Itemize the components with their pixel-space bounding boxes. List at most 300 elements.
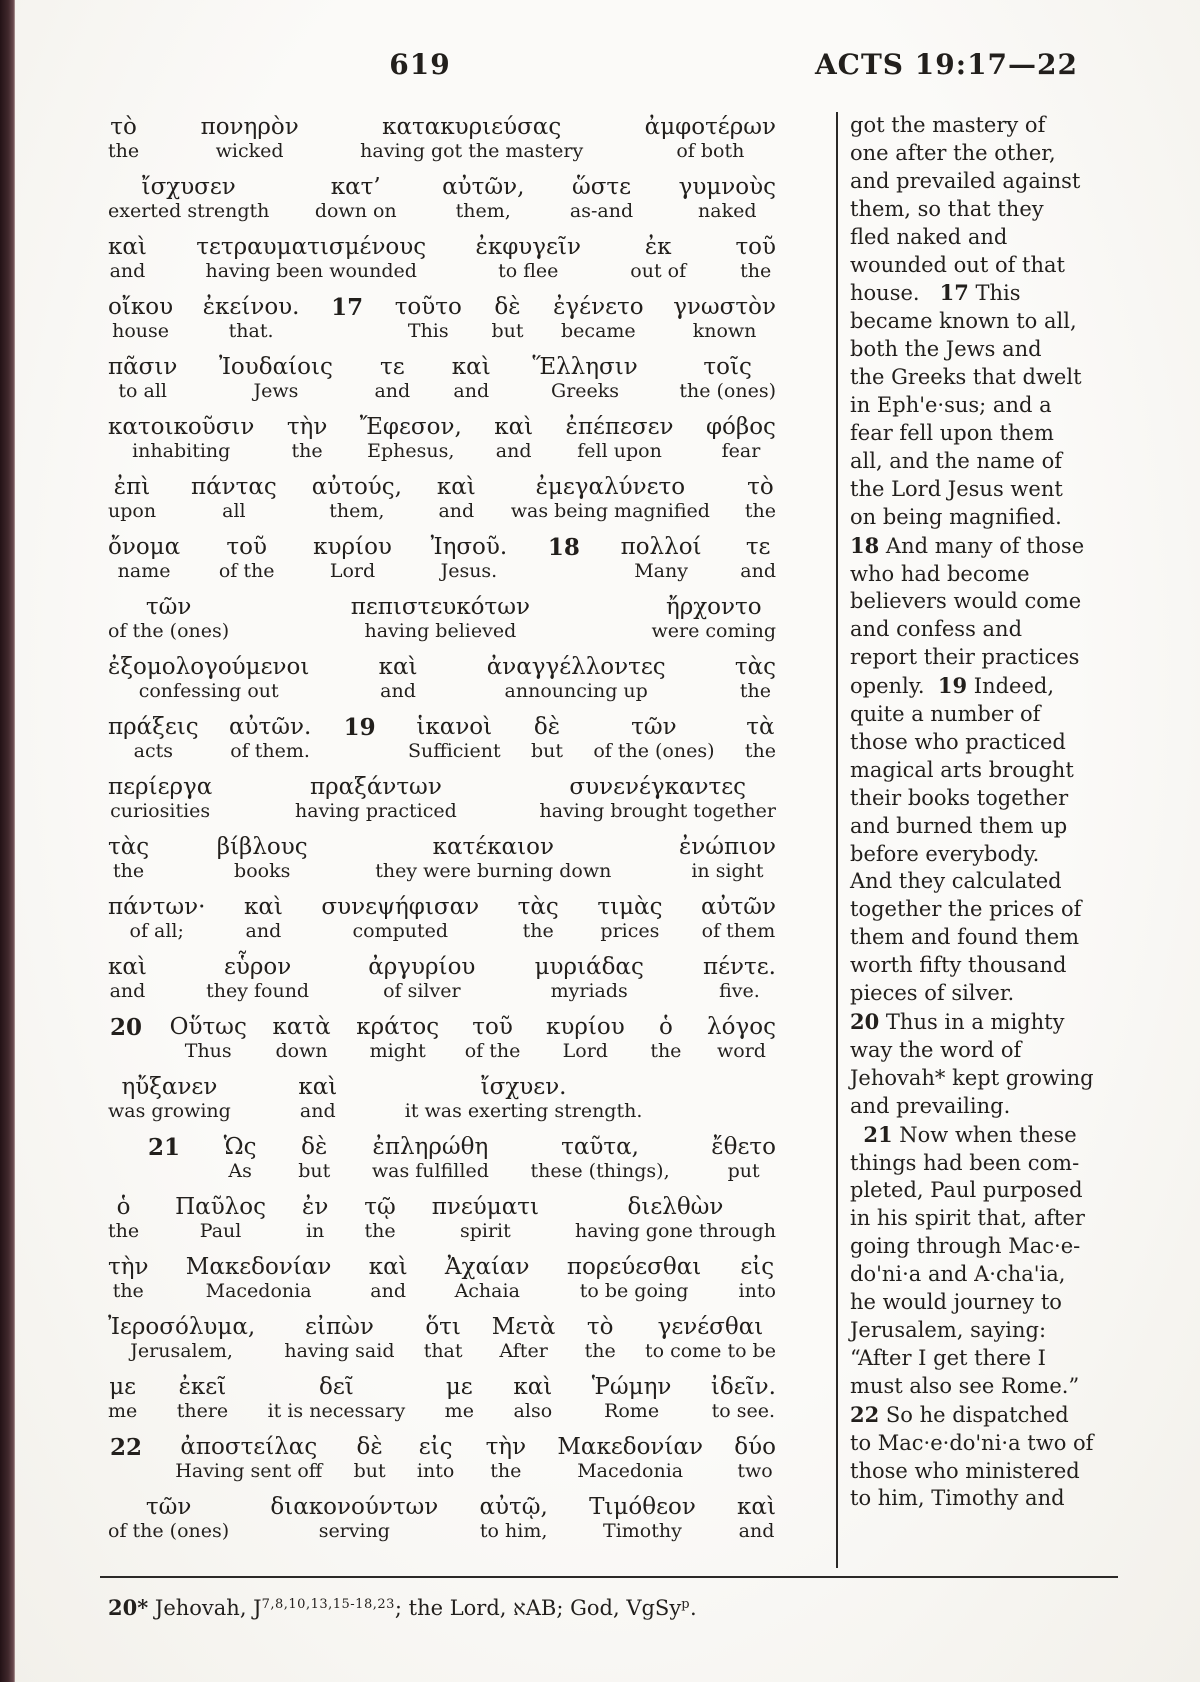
greek-word: ἐκ [644, 234, 672, 260]
interlinear-word [734, 1434, 776, 1482]
interlinear-word [491, 294, 523, 342]
english-gloss: Sufficient [407, 740, 501, 762]
translation-line: both the Jews and [850, 337, 1042, 362]
interlinear-word [535, 954, 644, 1002]
interlinear-word [630, 234, 686, 282]
greek-word: κατέκαιον [432, 834, 554, 860]
interlinear-row [108, 834, 776, 882]
interlinear-word [557, 1434, 703, 1482]
translation-line: to him, Timothy and [850, 1486, 1065, 1511]
greek-word: τὰς [517, 894, 559, 920]
interlinear-word [360, 114, 583, 162]
interlinear-word [445, 1254, 530, 1302]
english-gloss: the [113, 860, 145, 882]
greek-word: ἰδεῖν. [710, 1374, 776, 1400]
column-divider [836, 112, 838, 1568]
interlinear-word [108, 1074, 231, 1122]
translation-line: in his spirit that, after [850, 1206, 1085, 1231]
greek-word: τε [380, 354, 405, 380]
greek-word: ηὔξανεν [121, 1074, 218, 1100]
english-gloss: upon [108, 500, 157, 522]
interlinear-row [108, 1074, 642, 1122]
english-gloss: two [737, 1460, 773, 1482]
interlinear-word [735, 654, 776, 702]
english-gloss: and [495, 440, 532, 462]
interlinear-word [566, 414, 674, 462]
greek-word: πέντε. [702, 954, 776, 980]
greek-word: Ἕλλησιν [532, 354, 638, 380]
greek-word: πορεύεσθαι [566, 1254, 702, 1280]
interlinear-word [480, 1494, 548, 1542]
interlinear-word [268, 1374, 406, 1422]
greek-word: Ἀχαίαν [444, 1254, 530, 1280]
english-gloss: of the [218, 560, 275, 582]
translation-line: going through Mac·e- [850, 1234, 1081, 1259]
english-gloss: to him, [479, 1520, 548, 1542]
greek-word: περίεργα [108, 774, 213, 800]
greek-word: δύο [734, 1434, 776, 1460]
greek-word: ἐγένετο [553, 294, 644, 320]
translation-line: on being magnified. [850, 504, 1062, 529]
greek-word: ἐν [301, 1194, 329, 1220]
greek-word: καὶ [108, 954, 147, 980]
english-gloss: Rome [604, 1400, 660, 1422]
interlinear-word [108, 1374, 137, 1422]
english-gloss: the [108, 1220, 140, 1242]
english-gloss: confessing out [138, 680, 279, 702]
interlinear-word [108, 1194, 139, 1242]
translation-line: 18 And many of those [850, 532, 1085, 558]
greek-word: κατὰ [272, 1014, 331, 1040]
interlinear-word [108, 414, 254, 462]
greek-word: διακονούντων [270, 1494, 439, 1520]
greek-word: με [109, 1374, 137, 1400]
interlinear-word [645, 114, 776, 162]
english-gloss: me [108, 1400, 138, 1422]
english-gloss: put [727, 1160, 760, 1182]
greek-word: καὶ [368, 1254, 408, 1280]
english-gloss: naked [698, 200, 757, 222]
greek-word: ὁ [116, 1194, 131, 1220]
english-gloss: that. [228, 320, 274, 342]
verse-number: 19 [343, 714, 376, 741]
interlinear-word [315, 174, 397, 222]
english-gloss: known [692, 320, 757, 342]
interlinear-word [431, 534, 508, 582]
english-gloss: Lord [329, 560, 376, 582]
greek-word: ἀμφοτέρων [644, 114, 776, 140]
english-gloss: of all; [129, 920, 184, 942]
english-gloss: Lord [562, 1040, 608, 1062]
translation-line: 21 Now when these [863, 1121, 1077, 1147]
english-gloss: were coming [651, 620, 776, 642]
interlinear-word [511, 474, 710, 522]
greek-word: κράτος [356, 1014, 440, 1040]
passage-reference: ACTS 19:17—22 [814, 48, 1078, 81]
translation-line: openly. 19 Indeed, [850, 673, 1055, 699]
translation-line: wounded out of that [850, 252, 1065, 277]
translation-line: to Mac·e·do'ni·a two of [850, 1430, 1094, 1455]
english-gloss: Achaia [454, 1280, 520, 1302]
greek-word: ἤρχοντο [665, 594, 762, 620]
translation-line: those who practiced [850, 729, 1066, 754]
translation-line: worth fifty thousand [850, 953, 1067, 978]
interlinear-word [487, 654, 666, 702]
greek-word: καὶ [378, 654, 418, 680]
footnote-rule [100, 1576, 1118, 1578]
translation-line: he would journey to [850, 1290, 1062, 1315]
translation-line: and prevailed against [850, 168, 1081, 193]
greek-word: τῶν [145, 594, 192, 620]
english-gloss: of the (ones) [593, 740, 715, 762]
greek-word: οἴκου [108, 294, 174, 320]
english-gloss: prices [600, 920, 660, 942]
interlinear-word [589, 1494, 696, 1542]
greek-word: κυρίου [545, 1014, 625, 1040]
interlinear-word [354, 1434, 386, 1482]
interlinear-word [284, 1314, 394, 1362]
translation-line: one after the other, [850, 140, 1056, 165]
english-gloss: Jesus. [440, 560, 498, 582]
interlinear-word [650, 1014, 681, 1062]
interlinear-word [108, 354, 177, 402]
english-gloss: Greeks [551, 380, 620, 402]
greek-word: ἐπληρώθη [372, 1134, 489, 1160]
english-gloss: Macedonia [205, 1280, 312, 1302]
interlinear-word [437, 474, 476, 522]
english-gloss: them, [455, 200, 511, 222]
interlinear-word [219, 354, 333, 402]
greek-word: ἐνώπιον [678, 834, 776, 860]
greek-word: τε [745, 534, 771, 560]
english-gloss: all [222, 500, 246, 522]
interlinear-word [312, 474, 402, 522]
english-gloss: to flee [498, 260, 559, 282]
greek-word: τοῦτο [394, 294, 462, 320]
page-number: 619 [389, 48, 451, 81]
interlinear-word [108, 114, 139, 162]
greek-word: τὰς [734, 654, 776, 680]
translation-line: And they calculated [850, 869, 1062, 894]
verse-number: 17 [331, 294, 364, 321]
translation-line: Jehovah* kept growing [850, 1065, 1094, 1090]
interlinear-word [272, 1014, 330, 1062]
greek-word: Οὕτως [169, 1014, 247, 1040]
interlinear-word [229, 714, 311, 762]
interlinear-word [593, 714, 714, 762]
greek-word: πεπιστευκότων [350, 594, 530, 620]
english-gloss: but [491, 320, 524, 342]
english-gloss: the (ones) [679, 380, 776, 402]
greek-word: ἱκανοὶ [416, 714, 493, 740]
greek-word: πνεύματι [431, 1194, 539, 1220]
greek-word: μυριάδας [534, 954, 644, 980]
interlinear-row [108, 1494, 776, 1542]
greek-word: αὐτῶν. [228, 714, 312, 740]
interlinear-word [701, 894, 776, 942]
interlinear-word [513, 1374, 552, 1422]
greek-word: καὶ [243, 894, 283, 920]
interlinear-row [108, 1314, 776, 1362]
greek-word: τοῦ [735, 234, 776, 260]
translation-line: fear fell upon them [850, 420, 1054, 445]
english-gloss: computed [352, 920, 449, 942]
greek-word: με [445, 1374, 473, 1400]
interlinear-word [597, 894, 662, 942]
english-gloss: Jews [253, 380, 299, 402]
english-gloss: After [499, 1340, 548, 1362]
greek-word: καὶ [108, 234, 147, 260]
interlinear-word [108, 174, 269, 222]
interlinear-word [395, 294, 462, 342]
interlinear-word [217, 834, 308, 882]
interlinear-word [679, 174, 776, 222]
english-gloss: acts [133, 740, 173, 762]
interlinear-word [679, 354, 776, 402]
english-gloss: as-and [569, 200, 634, 222]
translation-line: fled naked and [850, 224, 1008, 249]
english-gloss: and [738, 1520, 775, 1542]
interlinear-row [108, 714, 776, 762]
interlinear-word [313, 534, 392, 582]
interlinear-word [570, 174, 633, 222]
english-gloss: and [374, 380, 411, 402]
translation-line: became known to all, [850, 309, 1077, 334]
english-gloss: the [291, 440, 323, 462]
interlinear-word [575, 1194, 776, 1242]
greek-word: ἀναγγέλλοντες [486, 654, 666, 680]
greek-word: ὥστε [571, 174, 632, 200]
interlinear-word [374, 354, 410, 402]
interlinear-row [108, 894, 776, 942]
translation-line: house. 17 This [850, 280, 1021, 306]
english-gloss: was fulfilled [371, 1160, 489, 1182]
interlinear-word [108, 954, 147, 1002]
interlinear-word [298, 1134, 330, 1182]
translation-line: pieces of silver. [850, 981, 1015, 1006]
translation-line: together the prices of [850, 897, 1082, 922]
interlinear-word [108, 474, 156, 522]
greek-word: δεῖ [319, 1374, 354, 1400]
interlinear-word [424, 1314, 463, 1362]
interlinear-word [673, 294, 776, 342]
interlinear-word [711, 1374, 776, 1422]
translation-line: the Lord Jesus went [850, 476, 1063, 501]
interlinear-word [108, 834, 149, 882]
greek-word: Μετὰ [491, 1314, 556, 1340]
translation-line: report their practices [850, 645, 1080, 670]
translation-line: in Eph'e·sus; and a [850, 393, 1052, 418]
greek-word: Μακεδονίαν [185, 1254, 332, 1280]
english-gloss: and [453, 380, 490, 402]
english-gloss: having brought together [539, 800, 776, 822]
greek-word: ἀργυρίου [368, 954, 476, 980]
greek-word: τὸ [747, 474, 774, 500]
greek-word: καὶ [494, 414, 534, 440]
interlinear-row [108, 114, 776, 162]
greek-word: ἐκείνου. [202, 294, 300, 320]
greek-word: πολλοί [620, 534, 702, 560]
interlinear-word [375, 834, 611, 882]
english-gloss: and [438, 500, 475, 522]
english-gloss: to all [118, 380, 167, 402]
greek-word: ἐκεῖ [178, 1374, 227, 1400]
interlinear-word [224, 1134, 257, 1182]
english-gloss: This [407, 320, 449, 342]
english-gloss: curiosities [110, 800, 211, 822]
english-gloss: of the (ones) [108, 620, 230, 642]
greek-word: ἐμεγαλύνετο [535, 474, 686, 500]
english-gloss: having got the mastery [360, 140, 584, 162]
interlinear-word [206, 954, 309, 1002]
translation-line: and burned them up [850, 813, 1068, 838]
english-gloss: the [584, 1340, 616, 1362]
english-gloss: five. [719, 980, 760, 1002]
translation-line: them, so that they [850, 196, 1044, 221]
interlinear-word [201, 114, 299, 162]
interlinear-row [108, 1194, 776, 1242]
english-gloss: these (things), [530, 1160, 670, 1182]
translation-line: pleted, Paul purposed [850, 1178, 1083, 1203]
greek-word: ἴσχυσεν [141, 174, 236, 200]
interlinear-word [405, 1074, 643, 1122]
verse-number: 20 [110, 1014, 143, 1041]
translation-line: believers would come [850, 589, 1082, 614]
interlinear-row [108, 534, 776, 582]
english-gloss: and [740, 560, 776, 582]
translation-line: way the word of [850, 1037, 1022, 1062]
greek-word: συνενέγκαντες [569, 774, 747, 800]
interlinear-word [706, 414, 776, 462]
interlinear-word [645, 1314, 776, 1362]
greek-word: καὶ [513, 1374, 553, 1400]
greek-word: ἔθετο [711, 1134, 776, 1160]
english-gloss: Timothy [603, 1520, 682, 1542]
greek-word: καὶ [451, 354, 491, 380]
greek-word: δὲ [533, 714, 561, 740]
book-spine-shadow [0, 0, 15, 1682]
interlinear-word [679, 834, 776, 882]
english-gloss: fear [721, 440, 761, 462]
greek-word: πραξάντων [309, 774, 442, 800]
english-gloss: in sight [691, 860, 764, 882]
translation-line: things had been com- [850, 1150, 1080, 1175]
english-gloss: books [234, 860, 291, 882]
interlinear-row [108, 1434, 776, 1482]
greek-word: φόβος [705, 414, 776, 440]
english-gloss: down on [314, 200, 397, 222]
interlinear-word [287, 414, 328, 462]
translation-line: 20 Thus in a mighty [850, 1009, 1065, 1034]
english-gloss: to see. [711, 1400, 776, 1422]
interlinear-word [186, 1254, 332, 1302]
interlinear-word [707, 1014, 776, 1062]
interlinear-word [739, 1254, 776, 1302]
greek-word: κυρίου [313, 534, 392, 560]
english-gloss: having been wounded [205, 260, 417, 282]
interlinear-row [108, 174, 776, 222]
interlinear-word [737, 1494, 776, 1542]
greek-word: τὴν [485, 1434, 527, 1460]
english-gloss: into [738, 1280, 776, 1302]
translation-line: got the mastery of [850, 113, 1046, 137]
verse-number: 21 [148, 1134, 181, 1161]
greek-word: λόγος [707, 1014, 776, 1040]
greek-word: Ἰουδαίοις [218, 354, 333, 380]
interlinear-word [108, 1494, 229, 1542]
greek-word: τῷ [364, 1194, 396, 1220]
greek-word: γυμνοὺς [678, 174, 776, 200]
interlinear-word [360, 414, 462, 462]
interlinear-word [295, 774, 457, 822]
greek-word: Ἰεροσόλυμα, [108, 1314, 256, 1340]
english-gloss: inhabiting [132, 440, 231, 462]
english-gloss: the [108, 140, 140, 162]
greek-word: τὴν [108, 1254, 149, 1280]
interlinear-word [432, 1194, 539, 1242]
interlinear-word [494, 414, 533, 462]
english-gloss: Ephesus, [367, 440, 455, 462]
interlinear-word [379, 654, 418, 702]
translation-line: Jerusalem, saying: [850, 1317, 1047, 1342]
greek-word: αὐτῶν [700, 894, 776, 920]
interlinear-word [417, 1434, 454, 1482]
translation-line: must also see Rome.” [850, 1373, 1080, 1398]
interlinear-word [108, 774, 212, 822]
greek-word: κατοικοῦσιν [108, 414, 255, 440]
interlinear-row [108, 294, 776, 342]
greek-word: κατακυριεύσας [382, 114, 562, 140]
english-gloss: and [109, 980, 146, 1002]
english-gloss: fell upon [577, 440, 662, 462]
interlinear-row [108, 474, 776, 522]
interlinear-word [492, 1314, 556, 1362]
interlinear-word [321, 894, 479, 942]
english-gloss: the [744, 740, 776, 762]
greek-word: καὶ [436, 474, 476, 500]
interlinear-word [364, 1194, 395, 1242]
english-gloss: myriads [550, 980, 628, 1002]
english-gloss: but [353, 1460, 386, 1482]
interlinear-word [108, 294, 173, 342]
interlinear-word [108, 894, 205, 942]
translation-line: “After I get there I [850, 1345, 1046, 1370]
english-gloss: the [739, 680, 771, 702]
translation-line: 22 So he dispatched [850, 1401, 1069, 1427]
english-gloss: they were burning down [375, 860, 612, 882]
greek-word: πονηρὸν [200, 114, 299, 140]
greek-word: δὲ [301, 1134, 328, 1160]
interlinear-word [369, 1254, 408, 1302]
english-gloss: the [112, 1280, 144, 1302]
interlinear-row [108, 1374, 776, 1422]
interlinear-word [621, 534, 702, 582]
english-gloss: them, [329, 500, 385, 522]
greek-word: διελθὼν [627, 1194, 724, 1220]
interlinear-row [108, 1254, 776, 1302]
greek-word: αὐτούς, [311, 474, 402, 500]
english-gloss: the [740, 260, 772, 282]
greek-word: τὰ [746, 714, 775, 740]
english-gloss: that [423, 1340, 463, 1362]
translation-line: those who ministered [850, 1458, 1080, 1483]
greek-word: ἴσχυεν. [480, 1074, 567, 1100]
english-gloss: and [370, 1280, 407, 1302]
english-gloss: the [364, 1220, 396, 1242]
greek-word: ταῦτα, [561, 1134, 639, 1160]
english-gloss: of both [676, 140, 745, 162]
interlinear-word [372, 1134, 489, 1182]
